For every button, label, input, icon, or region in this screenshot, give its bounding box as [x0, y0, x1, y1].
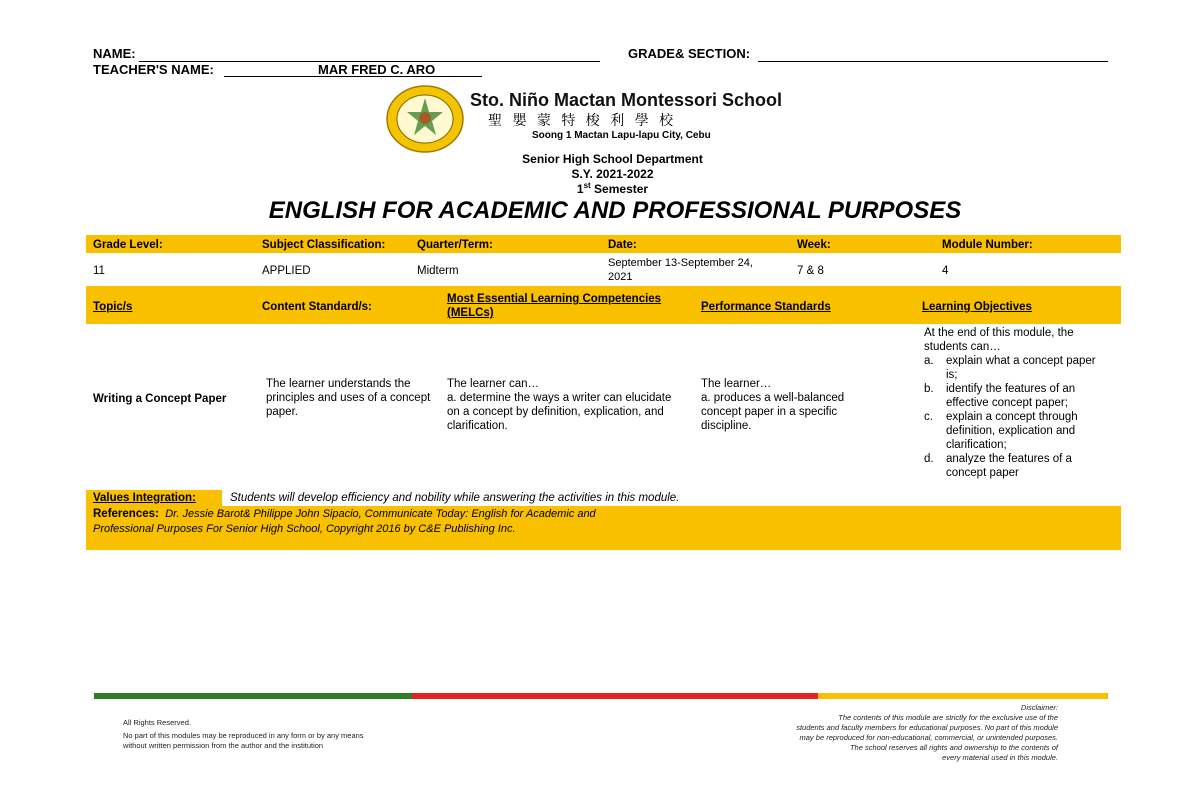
name-label: NAME:	[93, 46, 136, 61]
grade-section-field-line[interactable]	[758, 61, 1108, 62]
objective-item: d. analyze the features of a concept paper	[924, 453, 1072, 479]
performance-cell	[701, 377, 881, 433]
melc-intro: The learner can…	[447, 378, 540, 390]
values-integration-text: Students will develop efficiency and nobility while answering the activities in this module.	[230, 492, 680, 504]
footer-bar-yellow	[818, 693, 1108, 699]
learning-objectives-header: Learning Objectives	[922, 301, 1032, 313]
module-number-header: Module Number:	[942, 239, 1033, 251]
topics-header: Topic/s	[93, 301, 133, 313]
content-standards-header: Content Standard/s:	[262, 301, 372, 313]
footer-rights: All Rights Reserved. No part of this modules may be reproduced in any form or by any means without written permission from the author and the institution	[123, 718, 364, 750]
grade-section-label: GRADE& SECTION:	[628, 46, 751, 61]
week-header: Week:	[797, 239, 831, 251]
objective-item: a. explain what a concept paper is;	[924, 355, 1096, 381]
teacher-name: MAR FRED C. ARO	[318, 62, 436, 77]
references-label: References:	[93, 508, 159, 520]
document-title: ENGLISH FOR ACADEMIC AND PROFESSIONAL PURPOSES	[268, 197, 962, 224]
references-text: Dr. Jessie Barot& Philippe John Sipacio, Communicate Today: English for Academic and Professional Purposes For Senior High School, Copyright 2016 by C&E Publishing Inc.	[93, 508, 596, 535]
content-standard-cell: The learner understands the principles and uses of a concept paper.	[266, 378, 431, 418]
school-chinese-name: 聖 嬰 蒙 特 梭 利 學 校	[488, 113, 677, 129]
school-name: Sto. Niño Mactan Montessori School	[470, 90, 783, 110]
melc-item: a. determine the ways a writer can elucidate on a concept by definition, explication, and clarification.	[447, 392, 672, 432]
values-integration-label: Values Integration:	[93, 492, 196, 504]
semester: 1st Semester	[576, 181, 649, 196]
grade-level-value: 11	[93, 265, 105, 277]
subject-classification-value: APPLIED	[262, 265, 311, 277]
school-year: S.Y. 2021-2022	[571, 167, 654, 181]
performance-item: a. produces a well-balanced concept paper in a specific discipline.	[701, 392, 845, 432]
date-value: September 13-September 24, 2021	[608, 257, 753, 283]
quarter-term-value: Midterm	[417, 265, 459, 277]
teacher-label: TEACHER'S NAME:	[93, 62, 214, 77]
quarter-term-header: Quarter/Term:	[417, 239, 493, 251]
objectives-list	[924, 354, 1104, 480]
footer-bar-green	[94, 693, 412, 699]
objectives-cell	[924, 326, 1104, 480]
school-address: Soong 1 Mactan Lapu-lapu City, Cebu	[532, 130, 711, 141]
school-seal-icon	[385, 84, 465, 154]
objectives-intro: At the end of this module, the students can…	[924, 327, 1074, 353]
week-value: 7 & 8	[797, 265, 824, 277]
performance-intro: The learner…	[701, 378, 772, 390]
objective-item: b. identify the features of an effective concept paper;	[924, 383, 1076, 409]
topic-cell: Writing a Concept Paper	[93, 393, 227, 405]
objective-item: c. explain a concept through definition, explication and clarification;	[924, 411, 1078, 451]
footer-bar-red	[412, 693, 818, 699]
department-name: Senior High School Department	[522, 152, 703, 166]
melc-cell	[447, 377, 687, 433]
subject-classification-header: Subject Classification:	[262, 239, 386, 251]
module-number-value: 4	[942, 265, 949, 277]
references-cell	[93, 507, 603, 536]
footer-disclaimer: Disclaimer: The contents of this module are strictly for the exclusive use of the students and faculty members for educational purposes. No part of this module may be reproduced for non-educational, commercial, or unintended purposes. The school reserves all rights and ownership to the contents of every material used in this module.	[796, 703, 1058, 762]
grade-level-header: Grade Level:	[93, 239, 163, 251]
melcs-header: Most Essential Learning Competencies (MELCs)	[447, 293, 662, 319]
performance-standards-header: Performance Standards	[701, 301, 831, 313]
date-header: Date:	[608, 239, 637, 251]
